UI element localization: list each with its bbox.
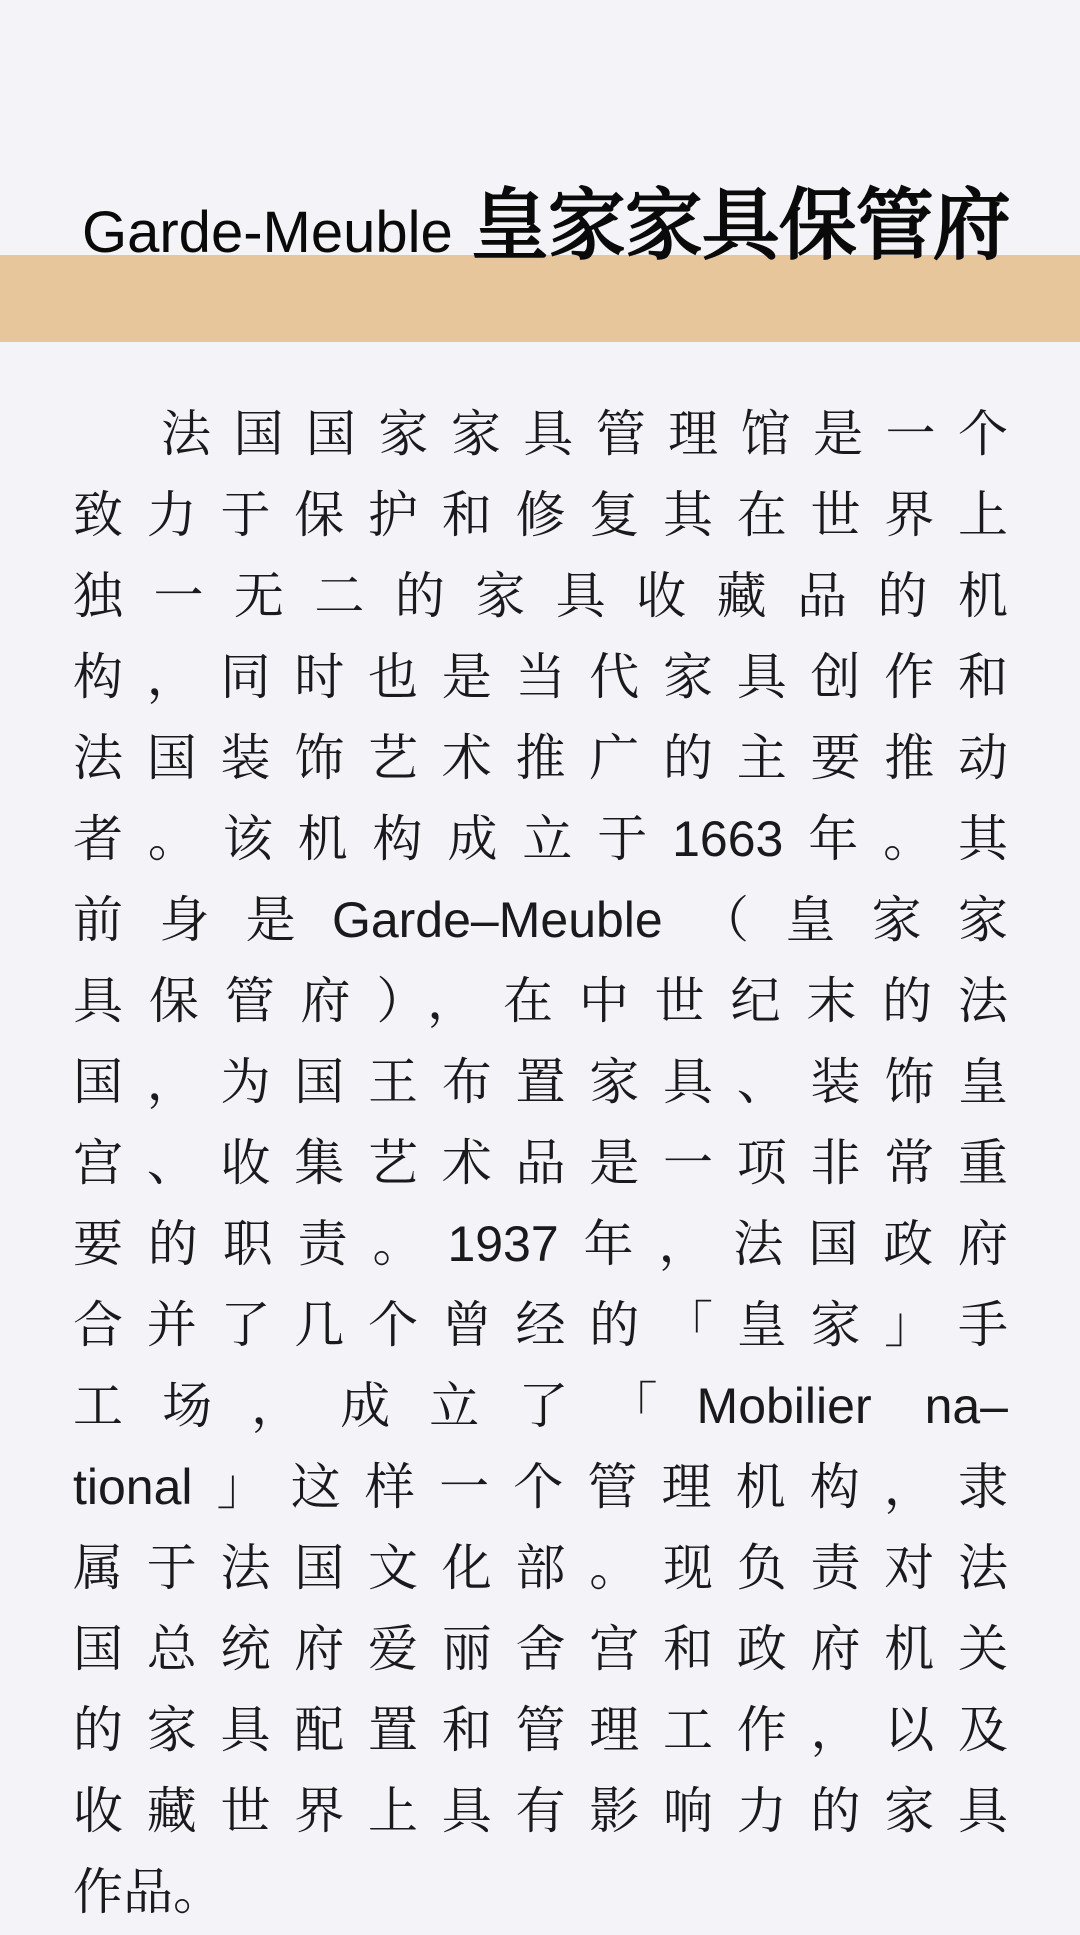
- paragraph-line: 属于法国文化部。现负责对法: [73, 1540, 1008, 1596]
- paragraph-line: 者。该机构成立于1663年。其: [73, 811, 1008, 867]
- title-chinese: 皇家家具保管府: [470, 181, 1010, 269]
- article-paragraph: [73, 394, 1008, 1933]
- paragraph-line: 收藏世界上具有影响力的家具: [73, 1783, 1008, 1839]
- paragraph-line: 要的职责。1937年，法国政府: [73, 1216, 1008, 1272]
- paragraph-line: 工场，成立了「Mobilier na–: [73, 1378, 1008, 1434]
- paragraph-line: 前身是Garde–Meuble（皇家家: [73, 892, 1008, 948]
- title-latin: Garde-Meuble: [82, 200, 453, 265]
- paragraph-line: tional」这样一个管理机构，隶: [73, 1459, 1008, 1515]
- page-title: [82, 181, 1010, 269]
- paragraph-line: 构，同时也是当代家具创作和: [73, 649, 1008, 705]
- paragraph-line: 致力于保护和修复其在世界上: [73, 487, 1008, 543]
- paragraph-line: 宫、收集艺术品是一项非常重: [73, 1135, 1008, 1191]
- paragraph-line: 独一无二的家具收藏品的机: [73, 568, 1008, 624]
- paragraph-line: 国，为国王布置家具、装饰皇: [73, 1054, 1008, 1110]
- paragraph-line: 国总统府爱丽舍宫和政府机关: [73, 1621, 1008, 1677]
- paragraph-line: 法国装饰艺术推广的主要推动: [73, 730, 1008, 786]
- paragraph-line: 的家具配置和管理工作，以及: [73, 1702, 1008, 1758]
- paragraph-line: 具保管府），在中世纪末的法: [73, 973, 1008, 1029]
- paragraph-line: 法国国家家具管理馆是一个: [161, 406, 1008, 462]
- paragraph-line: 合并了几个曾经的「皇家」手: [73, 1297, 1008, 1353]
- paragraph-line: 作品。: [73, 1864, 223, 1920]
